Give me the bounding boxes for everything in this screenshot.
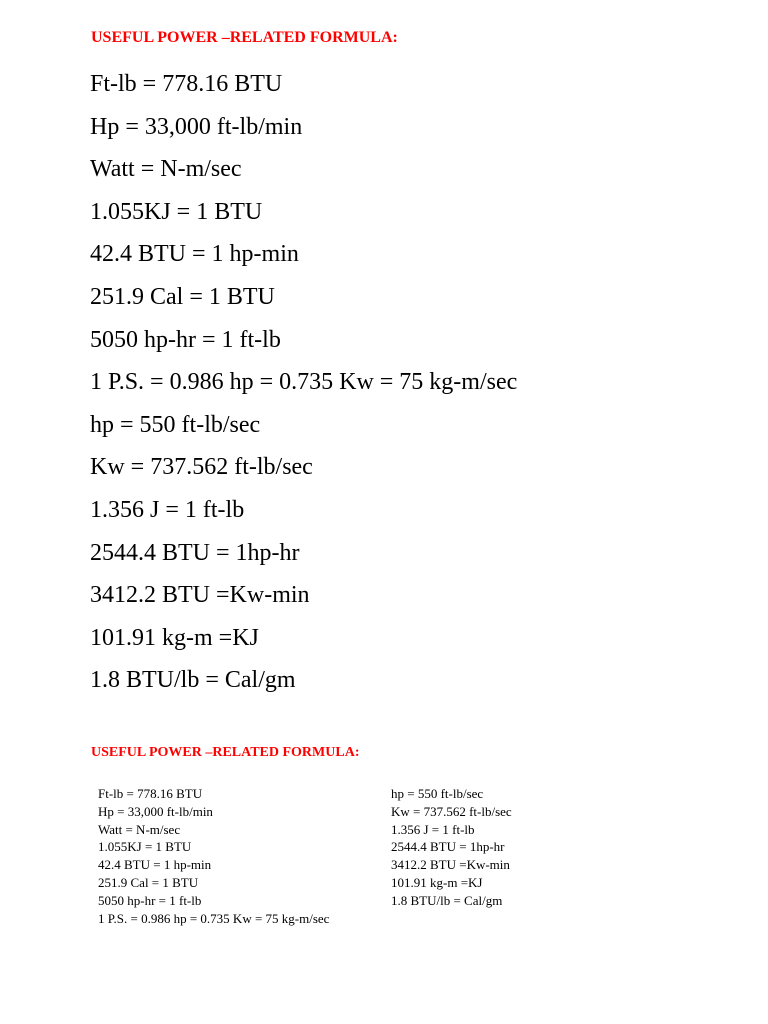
formula-line-small: 2544.4 BTU = 1hp-hr xyxy=(391,839,505,855)
formula-line-small: Kw = 737.562 ft-lb/sec xyxy=(391,803,512,819)
formula-line: 1.8 BTU/lb = Cal/gm xyxy=(90,667,296,694)
formula-line-small: 3412.2 BTU =Kw-min xyxy=(391,857,510,873)
formula-line: 2544.4 BTU = 1hp-hr xyxy=(90,539,300,566)
formula-line: 3412.2 BTU =Kw-min xyxy=(90,582,310,609)
page-title: USEFUL POWER –RELATED FORMULA: xyxy=(91,29,398,46)
formula-column-right xyxy=(391,785,512,910)
section-heading: USEFUL POWER –RELATED FORMULA: xyxy=(91,745,360,760)
formula-line-small: hp = 550 ft-lb/sec xyxy=(391,786,484,801)
formula-line-small: 5050 hp-hr = 1 ft-lb xyxy=(98,892,202,908)
formula-line: 1.055KJ = 1 BTU xyxy=(90,198,263,225)
formula-line: 42.4 BTU = 1 hp-min xyxy=(90,241,299,268)
formula-line: hp = 550 ft-lb/sec xyxy=(90,411,261,438)
formula-line: Watt = N-m/sec xyxy=(90,156,242,183)
formula-line: Kw = 737.562 ft-lb/sec xyxy=(90,454,313,481)
formula-line: 251.9 Cal = 1 BTU xyxy=(90,283,275,310)
formula-column-left xyxy=(98,785,329,927)
formula-line: 101.91 kg-m =KJ xyxy=(90,624,259,651)
formula-line-small: Watt = N-m/sec xyxy=(98,821,181,837)
formula-line: 1 P.S. = 0.986 hp = 0.735 Kw = 75 kg-m/sec xyxy=(90,369,518,396)
formula-line: Hp = 33,000 ft-lb/min xyxy=(90,113,303,140)
formula-list xyxy=(90,65,517,704)
formula-line: 5050 hp-hr = 1 ft-lb xyxy=(90,326,281,353)
formula-line-small: 1.356 J = 1 ft-lb xyxy=(391,821,475,837)
formula-line-small: 101.91 kg-m =KJ xyxy=(391,874,483,890)
formula-line-small: 1.8 BTU/lb = Cal/gm xyxy=(391,892,503,908)
formula-line: Ft-lb = 778.16 BTU xyxy=(90,71,283,97)
formula-line-small: Hp = 33,000 ft-lb/min xyxy=(98,803,213,819)
formula-line-small: 251.9 Cal = 1 BTU xyxy=(98,874,199,890)
formula-line-small: 42.4 BTU = 1 hp-min xyxy=(98,857,212,873)
formula-line: 1.356 J = 1 ft-lb xyxy=(90,496,245,523)
formula-line-small: 1.055KJ = 1 BTU xyxy=(98,839,192,855)
formula-line-small: Ft-lb = 778.16 BTU xyxy=(98,786,203,801)
formula-line-small: 1 P.S. = 0.986 hp = 0.735 Kw = 75 kg-m/sec xyxy=(98,910,330,926)
